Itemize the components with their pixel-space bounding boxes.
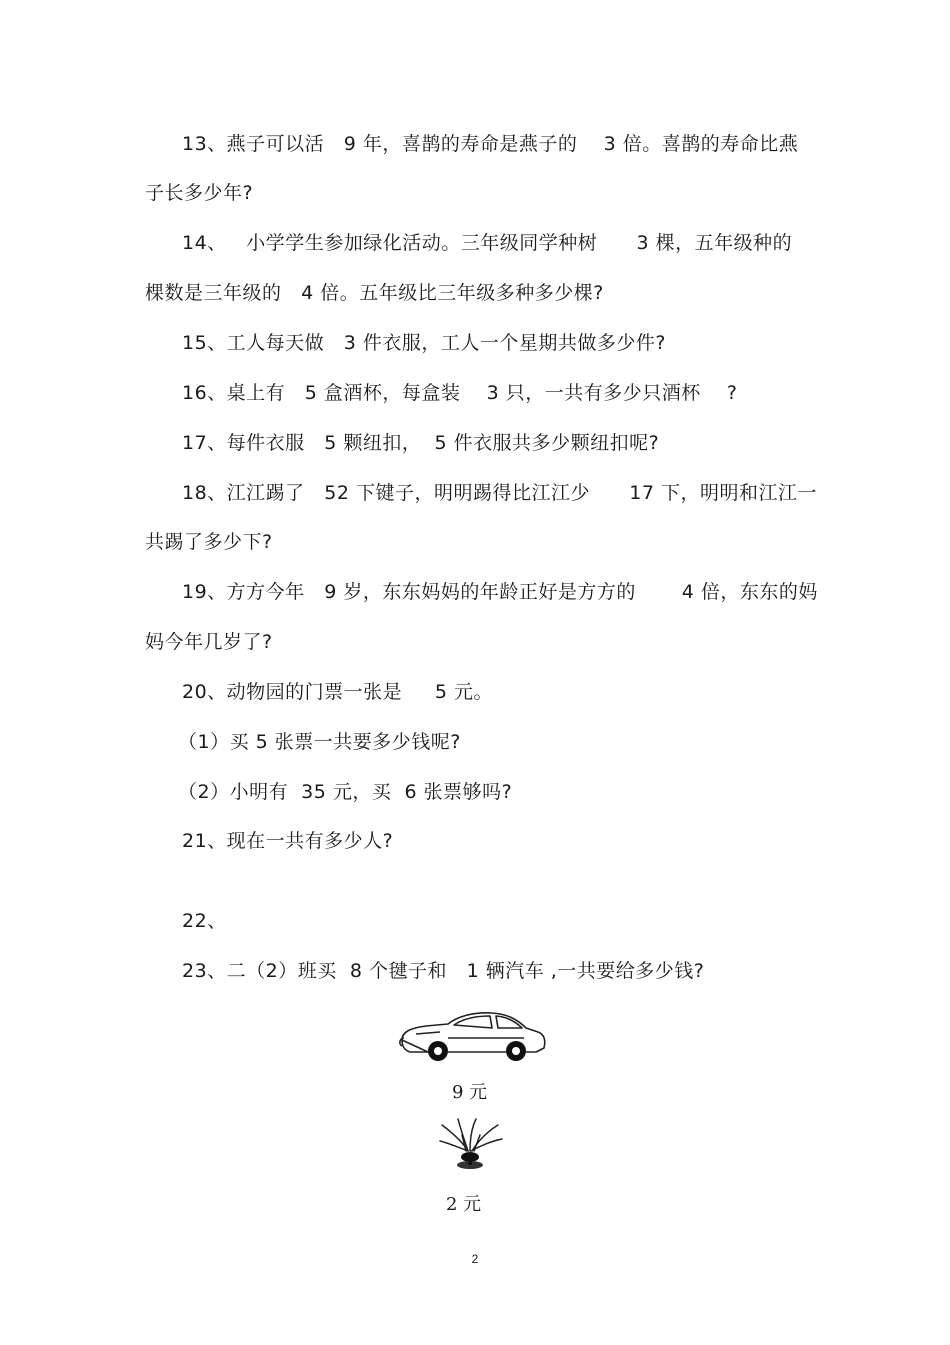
problem-23: 23、二（2）班买 8 个毽子和 1 辆汽车 ,一共要给多少钱? [182,960,705,982]
problem-20-sub-2: （2）小明有 35 元，买 6 张票够吗? [178,781,513,803]
problem-16: 16、桌上有 5 盒酒杯，每盒装 3 只，一共有多少只酒杯 ? [182,382,738,404]
problem-15: 15、工人每天做 3 件衣服，工人一个星期共做多少件? [182,332,667,354]
problem-13-line-1: 13、燕子可以活 9 年，喜鹊的寿命是燕子的 3 倍。喜鹊的寿命比燕 [182,133,799,155]
shuttlecock-icon [438,1115,504,1173]
car-price: 9 元 [452,1082,488,1103]
problem-14-line-2: 棵数是三年级的 4 倍。五年级比三年级多种多少棵? [145,282,604,304]
page-number: 2 [471,1252,479,1266]
problem-13-line-2: 子长多少年? [145,182,254,204]
problem-20: 20、动物园的门票一张是 5 元。 [182,681,494,703]
problem-19-line-2: 妈今年几岁了? [145,631,273,653]
problem-20-sub-1: （1）买 5 张票一共要多少钱呢? [178,731,461,753]
problem-22: 22、 [182,910,227,932]
problem-19-line-1: 19、方方今年 9 岁，东东妈妈的年龄正好是方方的 4 倍，东东的妈 [182,581,818,603]
shuttlecock-price: 2 元 [446,1194,482,1215]
problem-14-line-1: 14、 小学学生参加绿化活动。三年级同学种树 3 棵，五年级种的 [182,232,793,254]
problem-17: 17、每件衣服 5 颗纽扣， 5 件衣服共多少颗纽扣呢? [182,432,660,454]
car-icon [396,1008,548,1064]
problem-18-line-1: 18、江江踢了 52 下键子，明明踢得比江江少 17 下，明明和江江一 [182,482,817,504]
problem-18-line-2: 共踢了多少下? [145,531,273,553]
problem-21: 21、现在一共有多少人? [182,830,394,852]
